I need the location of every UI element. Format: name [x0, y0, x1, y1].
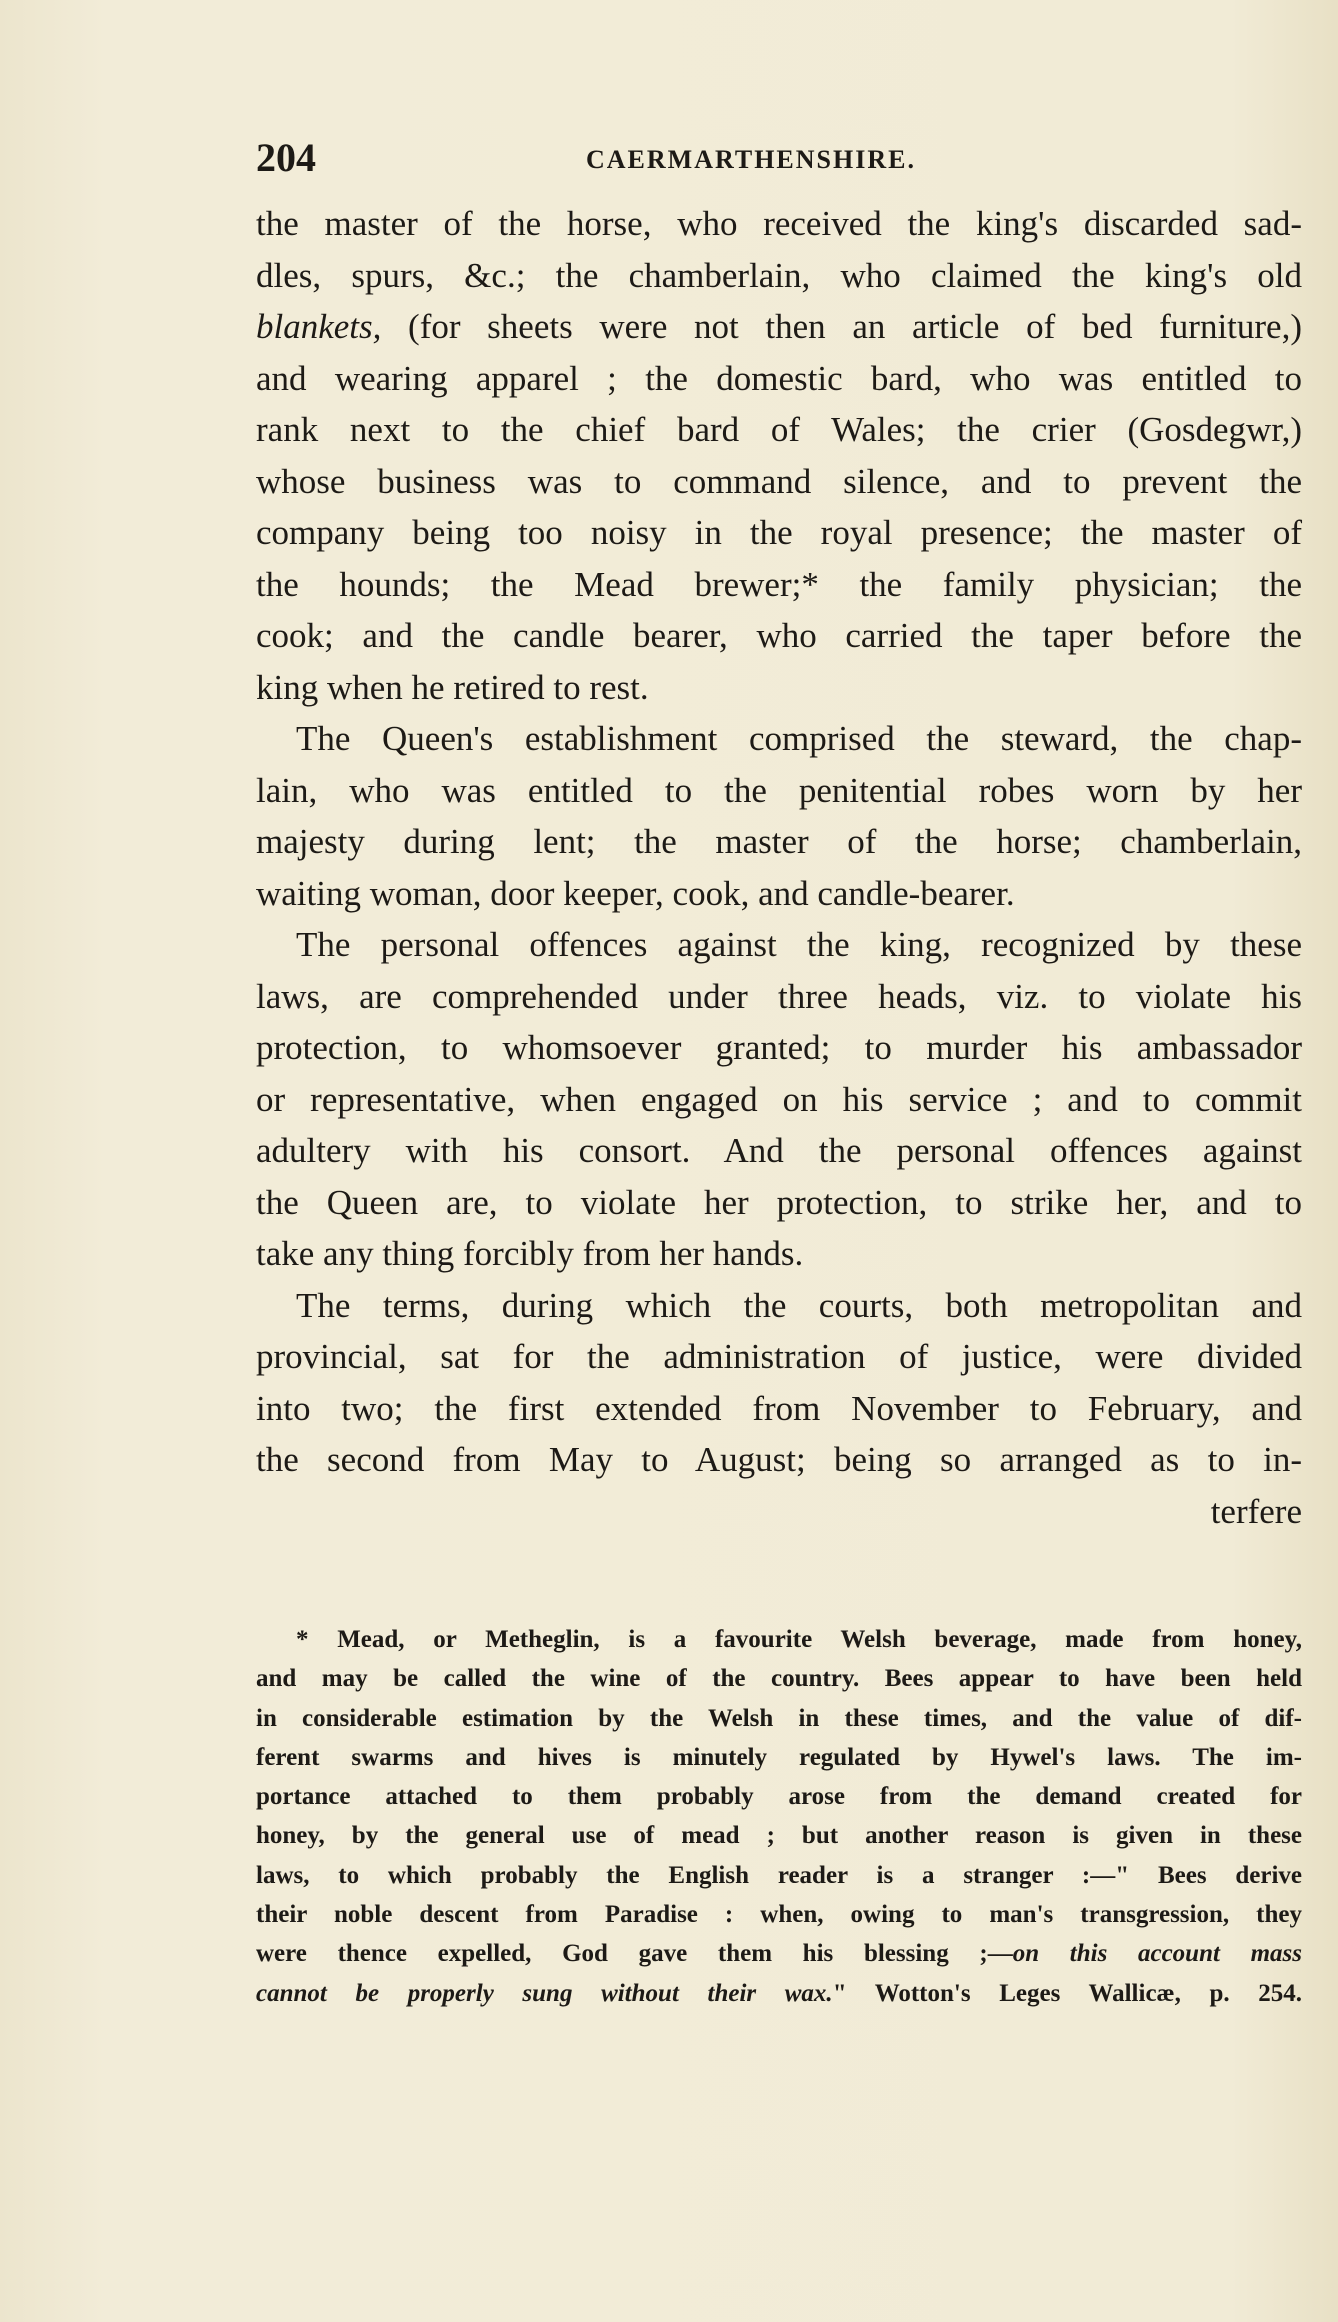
footnote-line: were thence expelled, God gave them his blessing ;—on this account mass [256, 1940, 1303, 1968]
page-number: 204 [256, 135, 316, 180]
text-line: provincial, sat for the administration of justice, were divided [256, 1337, 1302, 1376]
text-line: protection, to whomsoever granted; to murder his ambassador [256, 1028, 1302, 1067]
text-line: the master of the horse, who received the king's discarded sad- [256, 204, 1302, 243]
text-line: adultery with his consort. And the personal offences against [256, 1131, 1302, 1170]
footnote [256, 1620, 1302, 2013]
text-line: the Queen are, to violate her protection, to strike her, and to [256, 1182, 1302, 1222]
text-line: blankets, (for sheets were not then an article of bed furniture,) [256, 307, 1302, 346]
footnote-line: honey, by the general use of mead ; but another reason is given in these [256, 1822, 1302, 1850]
footnote-line: portance attached to them probably arose from the demand created for [256, 1783, 1302, 1811]
footnote-line: laws, to which probably the English reader is a stranger :—" Bees derive [256, 1861, 1302, 1889]
text-line: the second from May to August; being so arranged as to in- [256, 1440, 1302, 1479]
text-line: the hounds; the Mead brewer;* the family physician; the [256, 564, 1302, 604]
footnote-line: their noble descent from Paradise : when, owing to man's transgression, they [256, 1901, 1302, 1929]
footnote-line: in considerable estimation by the Welsh in these times, and the value of dif- [256, 1704, 1302, 1732]
italic-word: blankets, [256, 307, 382, 346]
text-line: and wearing apparel ; the domestic bard, who was entitled to [256, 358, 1302, 398]
text-line: take any thing forcibly from her hands. [256, 1234, 804, 1273]
footnote-line: cannot be properly sung without their wax." Wotton's Leges Wallicæ, p. 254. [256, 1979, 1302, 2007]
italic-quote: on this account mass [1012, 1940, 1303, 1968]
running-head [256, 136, 1306, 180]
body-text [256, 198, 1302, 1537]
text-line: or representative, when engaged on his service ; and to commit [256, 1079, 1302, 1119]
footnote-line: and may be called the wine of the country. Bees appear to have been held [256, 1665, 1302, 1693]
footnote-line: * Mead, or Metheglin, is a favourite Welsh beverage, made from honey, [296, 1626, 1302, 1653]
text-line: dles, spurs, &c.; the chamberlain, who claimed the king's old [256, 255, 1302, 295]
footnote-line: ferent swarms and hives is minutely regulated by Hywel's laws. The im- [256, 1743, 1302, 1771]
text-line: waiting woman, door keeper, cook, and candle-bearer. [256, 873, 1015, 913]
running-title: CAERMARTHENSHIRE. [586, 145, 916, 174]
text-line: whose business was to command silence, and to prevent the [256, 461, 1302, 501]
text-line: laws, are comprehended under three heads, viz. to violate his [256, 976, 1302, 1016]
catchword: terfere [1210, 1491, 1302, 1531]
text-line: rank next to the chief bard of Wales; the crier (Gosdegwr,) [256, 410, 1302, 449]
text-line: The Queen's establishment comprised the steward, the chap- [296, 719, 1302, 758]
text-line: lain, who was entitled to the penitential robes worn by her [256, 770, 1302, 810]
text-line: king when he retired to rest. [256, 667, 649, 707]
text-line: The terms, during which the courts, both metropolitan and [296, 1285, 1302, 1325]
text-line: majesty during lent; the master of the horse; chamberlain, [256, 822, 1302, 861]
text-line: cook; and the candle bearer, who carried the taper before the [256, 616, 1302, 655]
text-line: company being too noisy in the royal presence; the master of [256, 513, 1302, 552]
text-line: into two; the first extended from November to February, and [256, 1388, 1302, 1428]
text-line: The personal offences against the king, recognized by these [296, 925, 1302, 964]
italic-quote: cannot be properly sung without their wax. [256, 1979, 833, 2007]
